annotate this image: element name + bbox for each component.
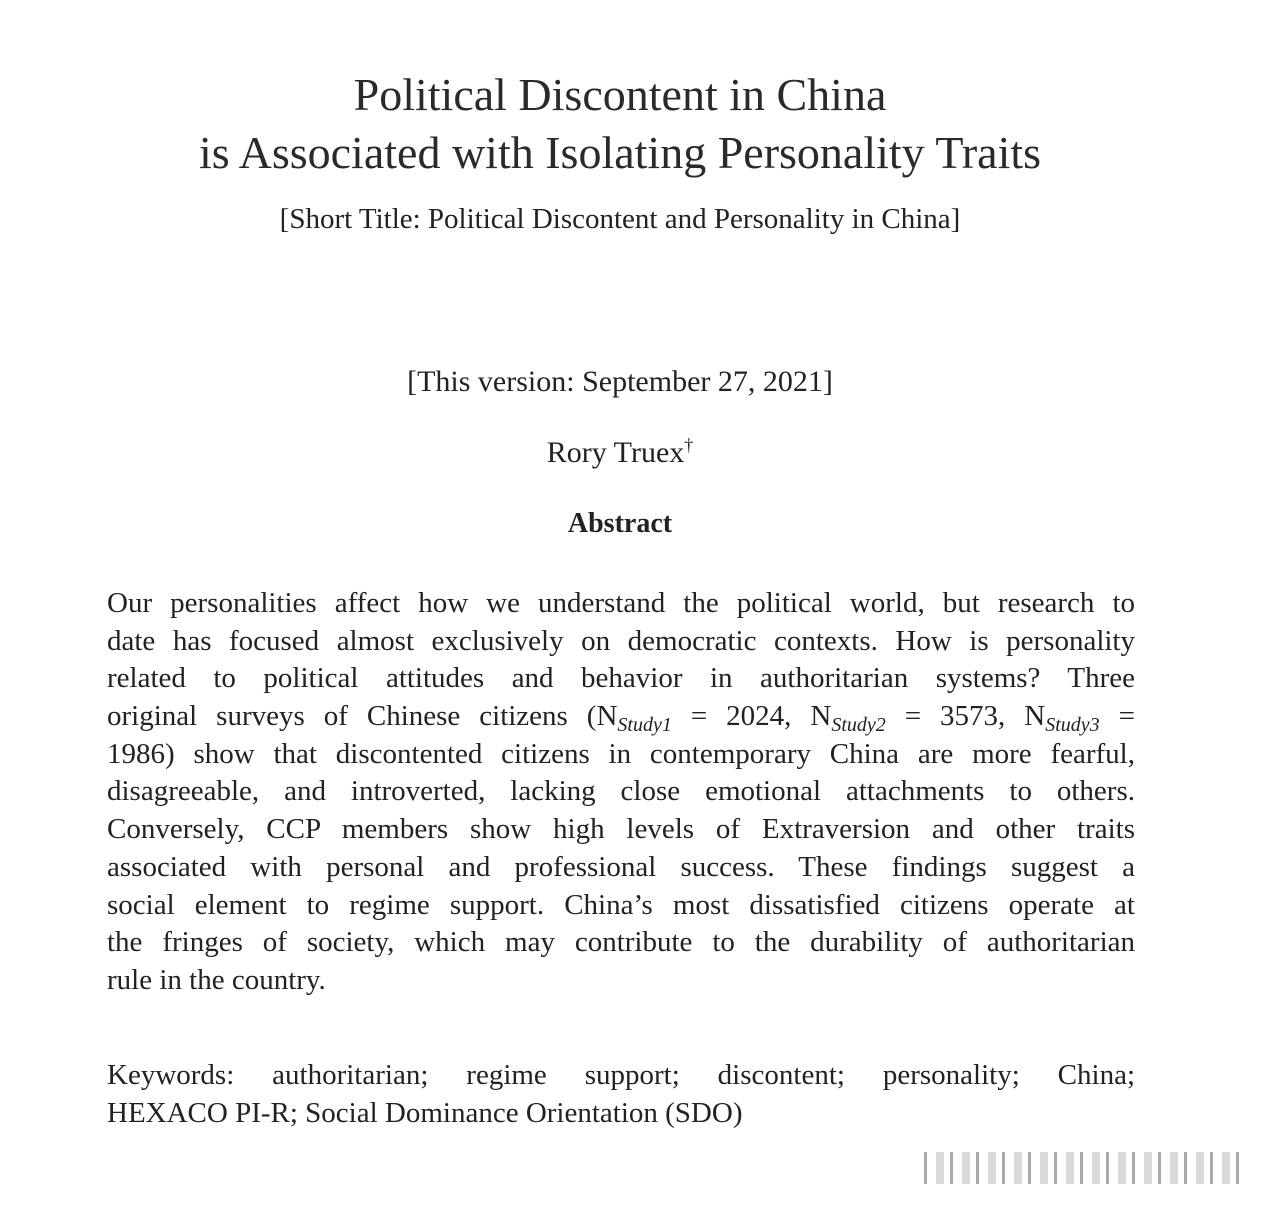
abstract-line: associated with personal and professional success. These findings suggest a xyxy=(107,850,1135,883)
author-footnote-mark: † xyxy=(684,435,694,455)
subscript: Study2 xyxy=(831,714,886,737)
abstract-line: Our personalities affect how we understand the political world, but research to xyxy=(107,587,1135,619)
abstract-line: 1986) show that discontented citizens in contemporary China are more fearful, xyxy=(107,737,1135,770)
abstract-line-sample-sizes xyxy=(107,698,1135,736)
author-name: Rory Truex xyxy=(546,436,685,469)
keywords-line: HEXACO PI-R; Social Dominance Orientation (SDO) xyxy=(107,1096,743,1129)
abstract-line: social element to regime support. China’s most dissatisfied citizens operate at xyxy=(107,888,1135,921)
watermark-graphic xyxy=(918,1152,1248,1184)
subscript: Study1 xyxy=(617,714,672,737)
subscript: Study3 xyxy=(1045,714,1100,737)
title-line-2: is Associated with Isolating Personality Traits xyxy=(198,127,1042,178)
abstract-heading: Abstract xyxy=(567,508,673,539)
abstract-line: date has focused almost exclusively on democratic contexts. How is personality xyxy=(107,624,1135,657)
text-segment: = 2024, N xyxy=(671,700,832,733)
text-segment: original surveys of Chinese citizens (N xyxy=(107,700,618,733)
abstract-line: disagreeable, and introverted, lacking close emotional attachments to others. xyxy=(107,775,1135,808)
abstract-line: the fringes of society, which may contribute to the durability of authoritarian xyxy=(107,926,1135,959)
text-segment: = xyxy=(1099,700,1135,733)
abstract-line: rule in the country. xyxy=(107,963,326,996)
version-date: [This version: September 27, 2021] xyxy=(407,365,833,398)
short-title: [Short Title: Political Discontent and Personality in China] xyxy=(279,203,961,235)
abstract-body xyxy=(107,585,1135,1000)
author xyxy=(0,435,1240,470)
keywords-line: Keywords: authoritarian; regime support; discontent; personality; China; xyxy=(107,1059,1135,1091)
title-line-1: Political Discontent in China xyxy=(353,69,887,120)
abstract-line: Conversely, CCP members show high levels of Extraversion and other traits xyxy=(107,813,1135,846)
text-segment: = 3573, N xyxy=(885,700,1046,733)
abstract-line: related to political attitudes and behavior in authoritarian systems? Three xyxy=(107,662,1135,695)
keywords xyxy=(107,1057,1135,1132)
paper-title xyxy=(0,66,1240,182)
